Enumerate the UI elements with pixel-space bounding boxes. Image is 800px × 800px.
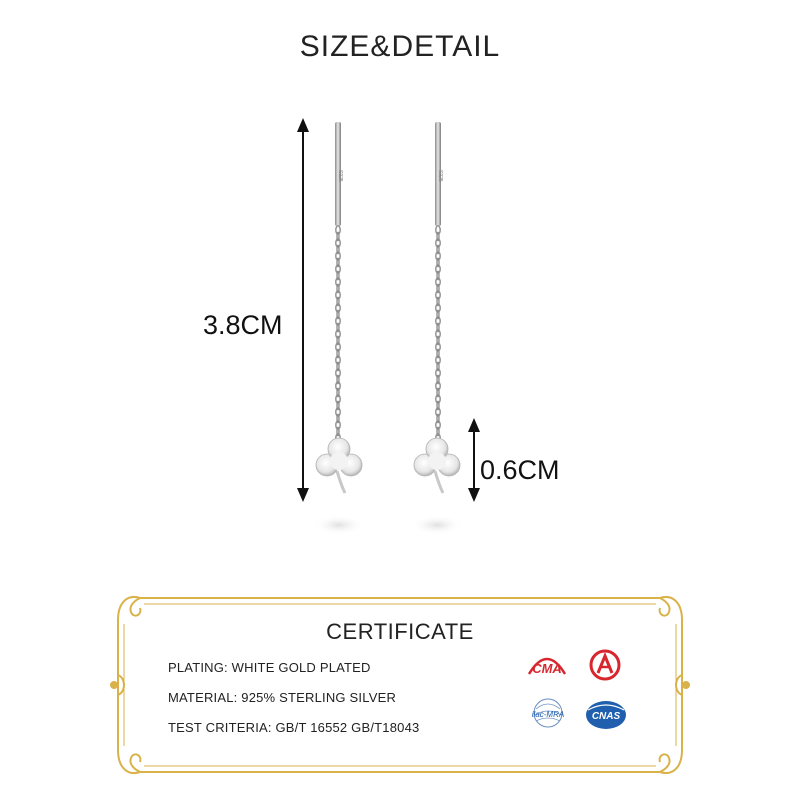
- pendant-dimension-arrow: [468, 418, 480, 502]
- material-spec: MATERIAL: 925% STERLING SILVER: [168, 690, 397, 705]
- length-dimension-arrow: [297, 118, 309, 502]
- svg-text:S925: S925: [437, 170, 443, 182]
- ilac-mra-logo: [525, 695, 571, 735]
- test-criteria-spec: TEST CRITERIA: GB/T 16552 GB/T18043: [168, 720, 420, 735]
- certificate-panel: [110, 590, 690, 780]
- plating-spec: PLATING: WHITE GOLD PLATED: [168, 660, 371, 675]
- cal-logo: [588, 648, 622, 682]
- svg-text:CNAS: CNAS: [591, 711, 621, 722]
- pendant-dimension-label: 0.6CM: [480, 455, 560, 485]
- left-earring: [313, 122, 365, 535]
- svg-text:S925: S925: [337, 170, 343, 182]
- cnas-logo: [584, 698, 628, 732]
- length-dimension-label: 3.8CM: [203, 310, 283, 340]
- certificate-title: CERTIFICATE: [326, 619, 474, 644]
- svg-text:ilac-MRA: ilac-MRA: [531, 710, 565, 719]
- svg-text:CMA: CMA: [532, 661, 562, 676]
- cma-logo: [525, 650, 569, 680]
- page-title: SIZE&DETAIL: [299, 30, 501, 63]
- right-earring: [411, 122, 463, 535]
